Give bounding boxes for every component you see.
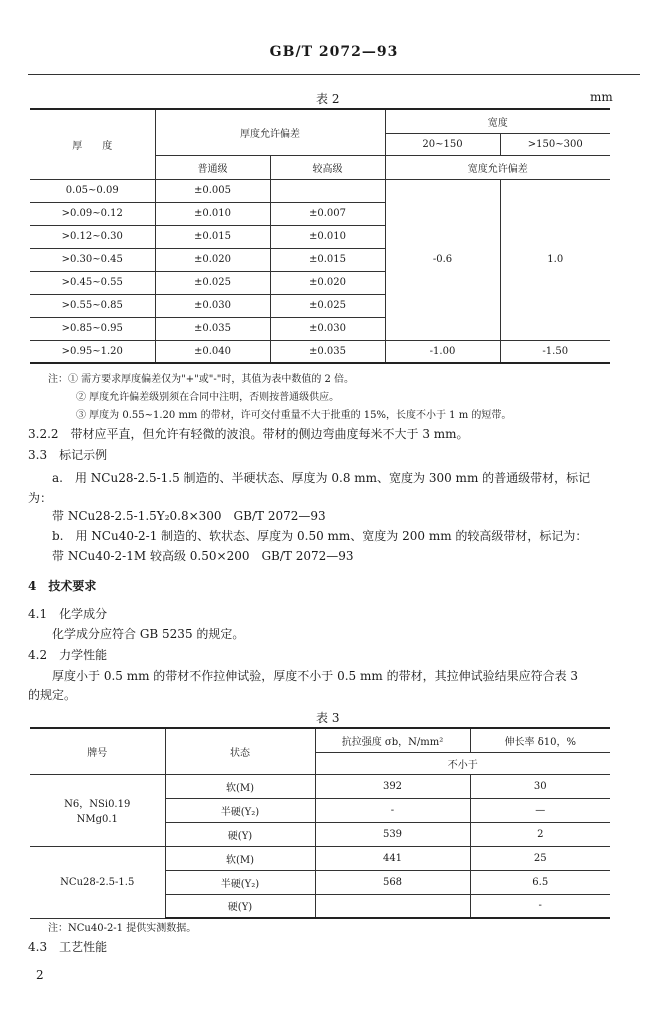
heading-4-3: 4.3 工艺性能 bbox=[28, 940, 108, 954]
table-cell: 软(M) bbox=[165, 846, 315, 870]
heading-4-2: 4.2 力学性能 bbox=[28, 648, 108, 662]
table2-unit: mm bbox=[590, 90, 613, 104]
table-cell: — bbox=[470, 798, 610, 822]
table3-group1-grade-line2: NMg0.1 bbox=[76, 814, 118, 825]
table-cell: ±0.035 bbox=[155, 317, 270, 340]
table3-min-header: 不小于 bbox=[315, 752, 610, 774]
table-cell: 软(M) bbox=[165, 774, 315, 798]
table-cell: 硬(Y) bbox=[165, 894, 315, 918]
table3-grade-header: 牌号 bbox=[30, 728, 165, 774]
table2-normal-header: 普通级 bbox=[155, 155, 270, 179]
table-cell: ±0.020 bbox=[155, 248, 270, 271]
table3-caption: 表 3 bbox=[316, 711, 340, 725]
table-cell bbox=[270, 179, 385, 202]
table-cell: ±0.010 bbox=[155, 202, 270, 225]
table-cell: -1.50 bbox=[500, 340, 610, 363]
table-cell: ±0.020 bbox=[270, 271, 385, 294]
table3-strength-header: 抗拉强度 σb，N/mm² bbox=[315, 728, 470, 752]
table2-caption: 表 2 bbox=[316, 92, 340, 106]
heading-4: 4 技术要求 bbox=[28, 579, 97, 593]
table-cell: ±0.040 bbox=[155, 340, 270, 363]
example-a-line2: 为： bbox=[28, 491, 53, 505]
page-header: GB/T 2072—93 bbox=[269, 44, 399, 60]
table-cell bbox=[315, 894, 470, 918]
table3-group1-grade bbox=[30, 774, 165, 846]
table2-width-range2: >150~300 bbox=[500, 133, 610, 155]
table-cell: ±0.015 bbox=[155, 225, 270, 248]
para-4-1: 化学成分应符合 GB 5235 的规定。 bbox=[52, 627, 245, 641]
table-cell: 30 bbox=[470, 774, 610, 798]
table-cell: >0.55~0.85 bbox=[30, 294, 155, 317]
table-cell: >0.45~0.55 bbox=[30, 271, 155, 294]
table2-note-1: 注：① 需方要求厚度偏差仅为"+"或"-"时，其值为表中数值的 2 倍。 bbox=[48, 374, 355, 385]
para-3-2-2: 3.2.2 带材应平直，但允许有轻微的波浪。带材的侧边弯曲度每米不大于 3 mm。 bbox=[28, 427, 469, 441]
table-cell: 6.5 bbox=[470, 870, 610, 894]
table-cell: 硬(Y) bbox=[165, 822, 315, 846]
table2-thickness-tol-header: 厚度允许偏差 bbox=[155, 109, 385, 155]
table-cell: 半硬(Y₂) bbox=[165, 870, 315, 894]
para-4-2-line1: 厚度小于 0.5 mm 的带材不作拉伸试验，厚度不小于 0.5 mm 的带材，其拉伸试验结果应符合表 3 bbox=[52, 669, 579, 683]
table-cell: 25 bbox=[470, 846, 610, 870]
table-cell: ±0.035 bbox=[270, 340, 385, 363]
example-b-mark: 带 NCu40-2-1M 较高级 0.50×200 GB/T 2072—93 bbox=[52, 549, 354, 563]
example-a-line1: a. 用 NCu28-2.5-1.5 制造的、半硬状态、厚度为 0.8 mm、宽度为 300 mm 的普通级带材，标记 bbox=[52, 471, 591, 485]
table-cell: ±0.007 bbox=[270, 202, 385, 225]
table-cell: 0.05~0.09 bbox=[30, 179, 155, 202]
table-cell: ±0.015 bbox=[270, 248, 385, 271]
table-cell: -1.00 bbox=[385, 340, 500, 363]
table2-width-tol-merged-2: 1.0 bbox=[500, 179, 610, 340]
table-cell: >0.95~1.20 bbox=[30, 340, 155, 363]
table-cell: 半硬(Y₂) bbox=[165, 798, 315, 822]
table2-thickness-header: 厚 度 bbox=[30, 109, 155, 179]
table2-width-tol-merged-1: -0.6 bbox=[385, 179, 500, 340]
table-cell: >0.12~0.30 bbox=[30, 225, 155, 248]
table3 bbox=[30, 727, 610, 919]
table-cell: ±0.005 bbox=[155, 179, 270, 202]
table-cell: 441 bbox=[315, 846, 470, 870]
table-cell: ±0.025 bbox=[270, 294, 385, 317]
table-cell: 539 bbox=[315, 822, 470, 846]
table3-group2-grade: NCu28-2.5-1.5 bbox=[30, 846, 165, 918]
table2-note-3: ③ 厚度为 0.55~1.20 mm 的带材，许可交付重量不大于批重的 15%，长度不小于 1 m 的短带。 bbox=[76, 410, 512, 421]
table3-group1-grade-line1: N6，NSi0.19 bbox=[64, 799, 131, 810]
table-cell: 392 bbox=[315, 774, 470, 798]
heading-4-1: 4.1 化学成分 bbox=[28, 607, 108, 621]
table-cell: 2 bbox=[470, 822, 610, 846]
table-cell: - bbox=[315, 798, 470, 822]
table-cell: 568 bbox=[315, 870, 470, 894]
page-number: 2 bbox=[36, 968, 44, 982]
table-cell: >0.30~0.45 bbox=[30, 248, 155, 271]
table3-state-header: 状态 bbox=[165, 728, 315, 774]
table-cell: ±0.030 bbox=[270, 317, 385, 340]
heading-3-3: 3.3 标记示例 bbox=[28, 448, 108, 462]
table2-width-range1: 20~150 bbox=[385, 133, 500, 155]
table-cell: >0.85~0.95 bbox=[30, 317, 155, 340]
table2-width-tol-header: 宽度允许偏差 bbox=[385, 155, 610, 179]
table-cell: ±0.030 bbox=[155, 294, 270, 317]
table3-note: 注：NCu40-2-1 提供实测数据。 bbox=[48, 923, 197, 934]
para-4-2-line2: 的规定。 bbox=[28, 688, 77, 702]
table2 bbox=[30, 108, 610, 364]
table-cell: - bbox=[470, 894, 610, 918]
table-cell: >0.09~0.12 bbox=[30, 202, 155, 225]
table-cell: ±0.025 bbox=[155, 271, 270, 294]
header-rule bbox=[28, 74, 640, 75]
table2-width-header: 宽度 bbox=[385, 109, 610, 133]
table3-elong-header: 伸长率 δ10，% bbox=[470, 728, 610, 752]
example-a-mark: 带 NCu28-2.5-1.5Y₂0.8×300 GB/T 2072—93 bbox=[52, 509, 326, 523]
table2-note-2: ② 厚度允许偏差级别须在合同中注明，否则按普通级供应。 bbox=[76, 392, 340, 403]
example-b-line1: b. 用 NCu40-2-1 制造的、软状态、厚度为 0.50 mm、宽度为 200 mm 的较高级带材，标记为： bbox=[52, 529, 588, 543]
table2-higher-header: 较高级 bbox=[270, 155, 385, 179]
table-cell: ±0.010 bbox=[270, 225, 385, 248]
